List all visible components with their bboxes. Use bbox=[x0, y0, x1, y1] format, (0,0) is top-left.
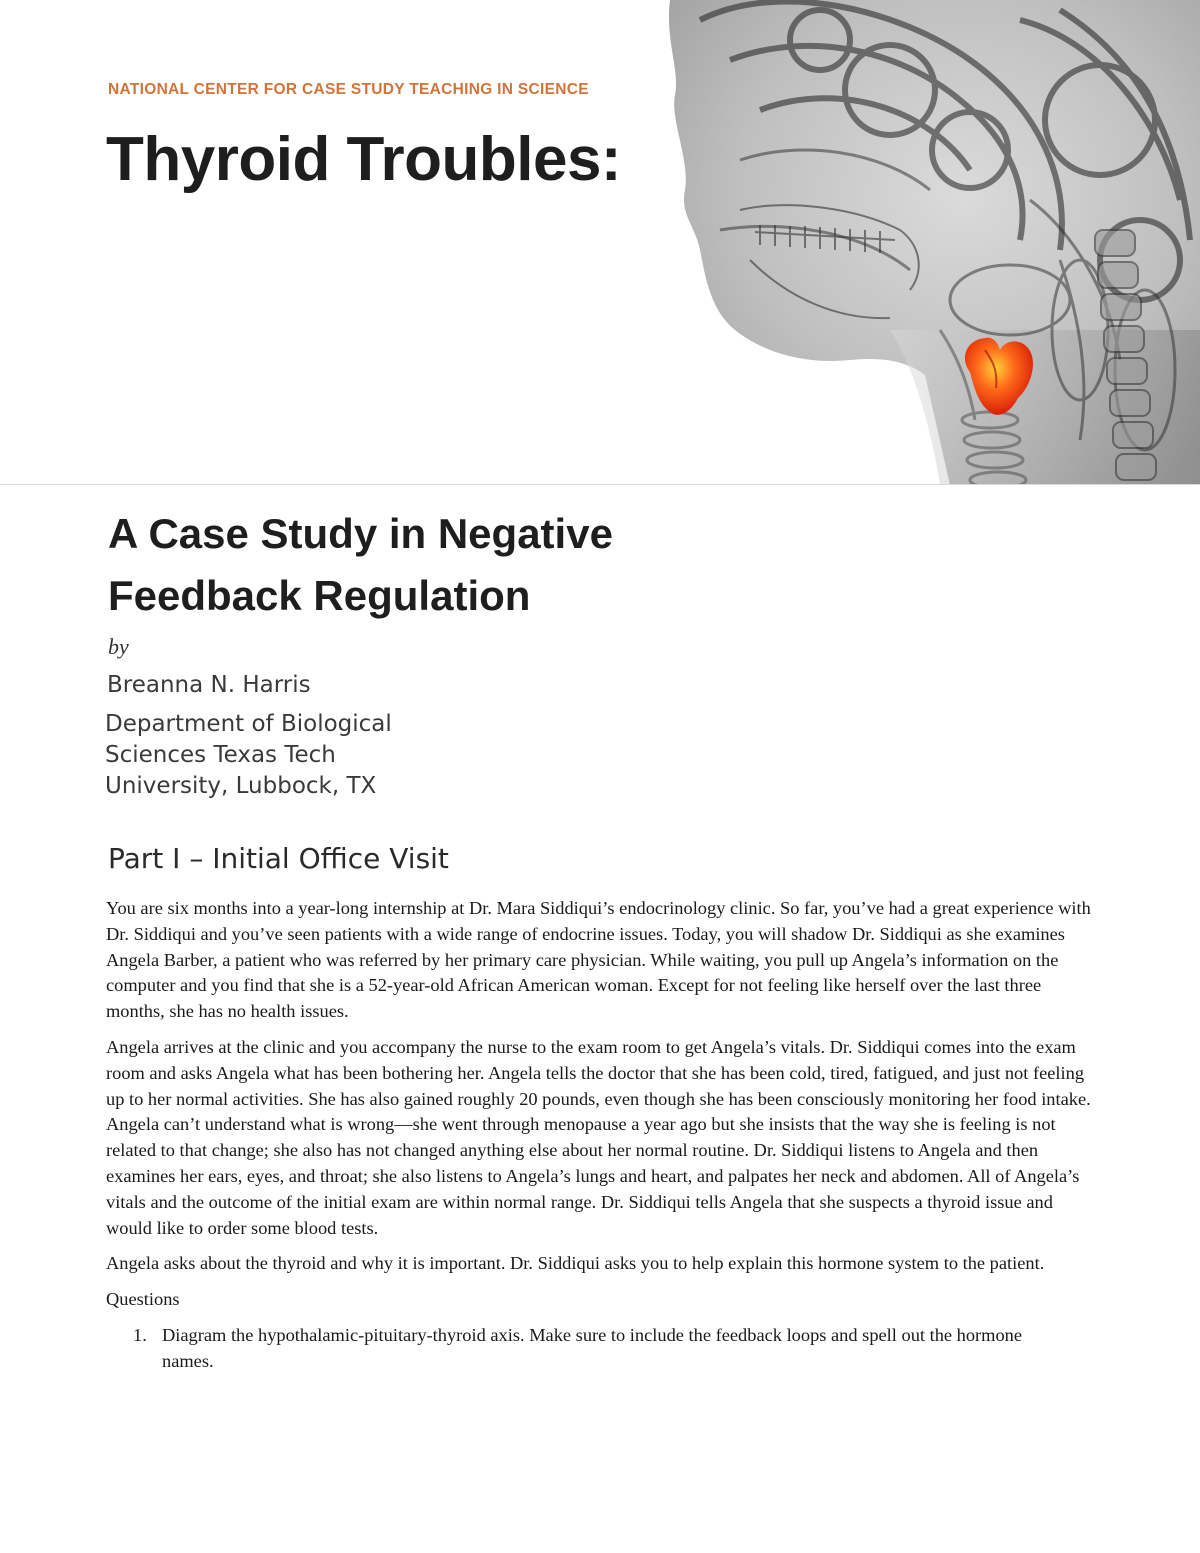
question-list bbox=[106, 1323, 1091, 1375]
author-affiliation bbox=[105, 709, 445, 802]
case-study-subtitle: A Case Study in Negative Feedback Regulation bbox=[108, 510, 613, 619]
question-item bbox=[106, 1323, 1091, 1375]
section-body bbox=[106, 896, 1091, 1375]
author-name: Breanna N. Harris bbox=[107, 672, 311, 698]
affiliation-line: Department of Biological bbox=[105, 711, 392, 737]
main-title: Thyroid Troubles: bbox=[106, 125, 622, 194]
organization-name: NATIONAL CENTER FOR CASE STUDY TEACHING IN SCIENCE bbox=[108, 81, 589, 98]
xray-head-illustration bbox=[640, 0, 1200, 485]
body-paragraph: Angela arrives at the clinic and you accompany the nurse to the exam room to get Angela’s vitals. Dr. Siddiqui comes into the exam room and asks Angela what has been bothering her. Angela tells the doctor that she has been cold, tired, fatigued, and just not feeling up to her normal activities. She has also gained roughly 20 pounds, even though she has been consciously monitoring her food intake. Angela can’t understand what is wrong—she went through menopause a year ago but she insists that the way she is feeling is not related to that change; she also has not changed anything else about her normal routine. Dr. Siddiqui listens to Angela and then examines her ears, eyes, and throat; she also listens to Angela’s lungs and heart, and palpates her neck and abdomen. All of Angela’s vitals and the outcome of the initial exam are within normal range. Dr. Siddiqui tells Angela that she suspects a thyroid issue and would like to order some blood tests. bbox=[106, 1036, 1091, 1238]
affiliation-line: University, Lubbock, TX bbox=[105, 773, 377, 799]
question-number: 1. bbox=[133, 1324, 147, 1345]
body-paragraph: You are six months into a year-long internship at Dr. Mara Siddiqui’s endocrinology clinic. So far, you’ve had a great experience with Dr. Siddiqui and you’ve seen patients with a wide range of endocrine issues. Today, you will shadow Dr. Siddiqui as she examines Angela Barber, a patient who was referred by her primary care physician. While waiting, you pull up Angela’s information on the computer and you find that she is a 52-year-old African American woman. Except for not feeling like herself over the last three months, she has no health issues. bbox=[106, 898, 1091, 1022]
affiliation-line: Sciences Texas Tech bbox=[105, 742, 336, 768]
header-divider bbox=[0, 484, 1200, 485]
questions-label: Questions bbox=[106, 1289, 180, 1310]
byline-by: by bbox=[108, 634, 129, 659]
section-title: Part I – Initial Office Visit bbox=[108, 842, 449, 875]
question-text: Diagram the hypothalamic-pituitary-thyroid axis. Make sure to include the feedback loops and spell out the hormone names. bbox=[162, 1324, 1023, 1371]
body-paragraph: Angela asks about the thyroid and why it is important. Dr. Siddiqui asks you to help explain this hormone system to the patient. bbox=[106, 1253, 1045, 1274]
